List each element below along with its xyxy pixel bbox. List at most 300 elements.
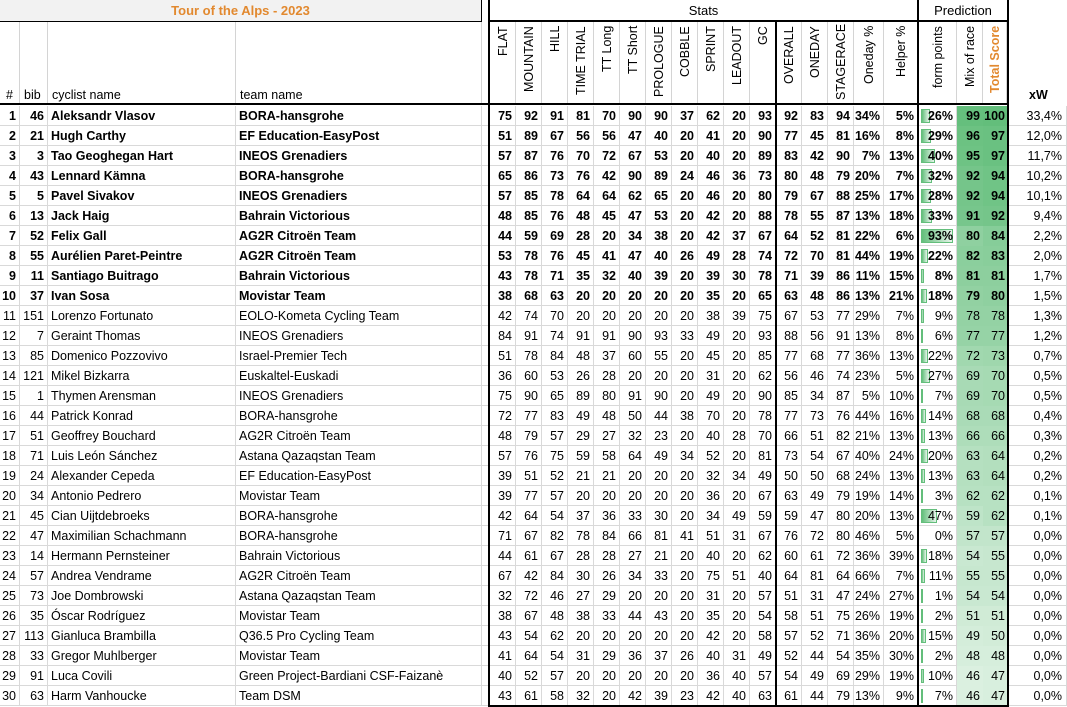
header-xw-cell[interactable]: [1009, 22, 1067, 104]
summary-cell: 91: [828, 326, 854, 346]
xw-cell: 0,1%: [1009, 486, 1067, 506]
form-points-value: 6%: [934, 329, 953, 343]
stat-cell: 41: [490, 646, 516, 666]
rank-cell: 7: [0, 226, 20, 246]
summary-cell: 19%: [884, 246, 918, 266]
table-row[interactable]: [0, 406, 1067, 426]
form-points-cell: [919, 266, 957, 286]
summary-cell: 18%: [884, 206, 918, 226]
cyclist-name-cell: Hermann Pernsteiner: [48, 546, 236, 566]
header-team-name-cell[interactable]: [236, 22, 482, 104]
header-summary-0-cell[interactable]: [777, 22, 802, 104]
mix-of-race-cell: 99: [957, 106, 983, 126]
stat-cell: 29: [594, 586, 620, 606]
cyclist-name-cell: Lorenzo Fortunato: [48, 306, 236, 326]
header-stat-5-cell[interactable]: [620, 22, 646, 104]
stat-cell: 62: [750, 366, 776, 386]
table-row[interactable]: [0, 126, 1067, 146]
stat-cell: 20: [672, 506, 698, 526]
summary-cell: 31: [802, 586, 828, 606]
summary-cell: 75: [828, 606, 854, 626]
header-prediction-1-cell[interactable]: [957, 22, 983, 104]
header-summary-3-cell[interactable]: [854, 22, 884, 104]
summary-cell: 11%: [854, 266, 884, 286]
bib-cell: 71: [20, 446, 48, 466]
table-row[interactable]: [0, 686, 1067, 706]
summary-cell: 72: [777, 246, 802, 266]
cyclist-name-cell: Gregor Muhlberger: [48, 646, 236, 666]
stat-cell: 91: [620, 386, 646, 406]
summary-cell: 49: [802, 486, 828, 506]
stat-cell: 20: [672, 566, 698, 586]
total-score-cell: 80: [983, 286, 1007, 306]
header-stat-3-cell[interactable]: [568, 22, 594, 104]
rank-cell: 13: [0, 346, 20, 366]
stat-cell: 48: [568, 206, 594, 226]
stat-cell: 36: [594, 506, 620, 526]
stat-cell: 32: [620, 426, 646, 446]
stat-cell: 38: [568, 606, 594, 626]
bib-cell: 5: [20, 186, 48, 206]
stat-cell: 35: [568, 266, 594, 286]
team-name-cell: Movistar Team: [236, 286, 482, 306]
stat-cell: 51: [724, 566, 750, 586]
stat-cell: 31: [724, 646, 750, 666]
header-summary-4-cell[interactable]: [884, 22, 918, 104]
table-row[interactable]: [0, 586, 1067, 606]
stat-cell: 63: [750, 686, 776, 706]
summary-cell: 51: [777, 586, 802, 606]
summary-cell: 5%: [884, 526, 918, 546]
table-row[interactable]: [0, 626, 1067, 646]
stat-cell: 20: [724, 386, 750, 406]
table-row[interactable]: [0, 326, 1067, 346]
stat-cell: 49: [698, 386, 724, 406]
summary-cell: 36%: [854, 626, 884, 646]
table-row[interactable]: [0, 646, 1067, 666]
summary-cell: 71: [828, 626, 854, 646]
table-row[interactable]: [0, 346, 1067, 366]
total-score-cell: 77: [983, 326, 1007, 346]
form-points-bar: [921, 669, 924, 683]
stat-cell: 66: [620, 526, 646, 546]
header-stat-0-cell[interactable]: [490, 22, 516, 104]
stat-cell: 20: [568, 666, 594, 686]
stat-cell: 71: [542, 266, 568, 286]
stat-cell: 20: [620, 366, 646, 386]
form-points-value: 47%: [927, 509, 953, 523]
stat-cell: 52: [542, 466, 568, 486]
summary-cell: 77: [777, 126, 802, 146]
stat-cell: 57: [750, 666, 776, 686]
stat-cell: 20: [724, 106, 750, 126]
cyclist-name-cell: Maximilian Schachmann: [48, 526, 236, 546]
stat-cell: 42: [516, 566, 542, 586]
stat-cell: 84: [542, 566, 568, 586]
stat-cell: 30: [646, 506, 672, 526]
form-points-cell: [919, 126, 957, 146]
total-score-cell: 73: [983, 346, 1007, 366]
stat-cell: 76: [542, 246, 568, 266]
xw-cell: 9,4%: [1009, 206, 1067, 226]
stat-cell: 85: [750, 346, 776, 366]
xw-cell: 1,5%: [1009, 286, 1067, 306]
summary-cell: 80: [828, 526, 854, 546]
summary-cell: 77: [777, 346, 802, 366]
summary-cell: 8%: [884, 326, 918, 346]
stat-cell: 90: [646, 106, 672, 126]
stat-cell: 57: [542, 666, 568, 686]
stat-cell: 33: [620, 506, 646, 526]
stat-cell: 20: [672, 146, 698, 166]
total-score-cell: 57: [983, 526, 1007, 546]
stat-cell: 44: [490, 546, 516, 566]
stat-cell: 20: [620, 466, 646, 486]
mix-of-race-cell: 72: [957, 346, 983, 366]
rank-cell: 6: [0, 206, 20, 226]
form-points-bar: [921, 389, 923, 403]
stat-cell: 41: [698, 126, 724, 146]
stat-cell: 20: [724, 626, 750, 646]
stat-cell: 28: [568, 546, 594, 566]
xw-cell: 1,7%: [1009, 266, 1067, 286]
summary-cell: 29%: [854, 306, 884, 326]
header-stat-6: PROLOGUE: [651, 26, 666, 97]
table-row[interactable]: [0, 506, 1067, 526]
stat-cell: 67: [516, 606, 542, 626]
stat-cell: 31: [724, 526, 750, 546]
header-cyclist-name-cell[interactable]: [48, 22, 236, 104]
form-points-cell: [919, 446, 957, 466]
summary-cell: 79: [828, 486, 854, 506]
form-points-bar: [921, 289, 927, 303]
summary-cell: 7%: [884, 566, 918, 586]
stat-cell: 52: [516, 666, 542, 686]
header-stat-10: GC: [755, 26, 770, 45]
total-score-cell: 54: [983, 586, 1007, 606]
mix-of-race-cell: 59: [957, 506, 983, 526]
summary-cell: 88: [777, 326, 802, 346]
summary-cell: 50: [777, 466, 802, 486]
header-prediction-2-cell[interactable]: [983, 22, 1007, 104]
stat-cell: 64: [568, 186, 594, 206]
stat-cell: 51: [698, 526, 724, 546]
form-points-bar: [921, 629, 926, 643]
stat-cell: 36: [490, 366, 516, 386]
rank-cell: 27: [0, 626, 20, 646]
header-bib-cell[interactable]: [20, 22, 48, 104]
bib-cell: 63: [20, 686, 48, 706]
stat-cell: 20: [646, 286, 672, 306]
table-row[interactable]: [0, 446, 1067, 466]
stat-cell: 91: [594, 326, 620, 346]
header-rank-cell[interactable]: [0, 22, 20, 104]
stat-cell: 45: [568, 246, 594, 266]
form-points-value: 18%: [927, 289, 953, 303]
summary-cell: 54: [802, 446, 828, 466]
stat-cell: 20: [672, 366, 698, 386]
stat-cell: 33: [646, 566, 672, 586]
table-row[interactable]: [0, 546, 1067, 566]
stat-cell: 39: [646, 686, 672, 706]
stat-cell: 54: [542, 646, 568, 666]
mix-of-race-cell: 68: [957, 406, 983, 426]
stat-cell: 47: [620, 126, 646, 146]
summary-cell: 86: [828, 286, 854, 306]
form-points-value: 10%: [927, 669, 953, 683]
table-row[interactable]: [0, 226, 1067, 246]
header-stat-9-cell[interactable]: [724, 22, 750, 104]
stat-cell: 20: [646, 306, 672, 326]
stat-cell: 28: [594, 546, 620, 566]
summary-cell: 63: [777, 486, 802, 506]
bib-cell: 91: [20, 666, 48, 686]
form-points-cell: [919, 106, 957, 126]
stat-cell: 90: [646, 386, 672, 406]
xw-cell: 0,0%: [1009, 666, 1067, 686]
stat-cell: 38: [490, 286, 516, 306]
stat-cell: 20: [568, 286, 594, 306]
summary-cell: 21%: [854, 426, 884, 446]
stat-cell: 20: [568, 306, 594, 326]
bib-cell: 55: [20, 246, 48, 266]
form-points-value: 27%: [927, 369, 953, 383]
stat-cell: 67: [490, 566, 516, 586]
header-summary-2-cell[interactable]: [828, 22, 854, 104]
form-points-value: 8%: [934, 269, 953, 283]
stat-cell: 20: [724, 326, 750, 346]
rank-cell: 15: [0, 386, 20, 406]
form-points-value: 0%: [934, 529, 953, 543]
cyclist-name-cell: Ivan Sosa: [48, 286, 236, 306]
stat-cell: 62: [620, 186, 646, 206]
stat-cell: 30: [724, 266, 750, 286]
summary-cell: 14%: [884, 486, 918, 506]
header-prediction-2: Total Score: [987, 26, 1002, 94]
header-stat-1-cell[interactable]: [516, 22, 542, 104]
summary-cell: 71: [777, 266, 802, 286]
summary-cell: 72: [802, 526, 828, 546]
header-stat-0: FLAT: [495, 26, 510, 56]
table-row[interactable]: [0, 286, 1067, 306]
stat-cell: 81: [750, 446, 776, 466]
summary-cell: 79: [777, 186, 802, 206]
team-name-cell: Movistar Team: [236, 606, 482, 626]
stat-cell: 28: [568, 226, 594, 246]
summary-cell: 13%: [884, 146, 918, 166]
stat-cell: 90: [620, 106, 646, 126]
stat-cell: 78: [516, 346, 542, 366]
table-row[interactable]: [0, 166, 1067, 186]
stat-cell: 34: [672, 446, 698, 466]
summary-cell: 23%: [854, 366, 884, 386]
stat-cell: 20: [672, 386, 698, 406]
stat-cell: 70: [698, 406, 724, 426]
cyclist-name-cell: Luis León Sánchez: [48, 446, 236, 466]
table-row[interactable]: [0, 666, 1067, 686]
header-stat-2-cell[interactable]: [542, 22, 568, 104]
summary-cell: 8%: [884, 126, 918, 146]
mix-of-race-cell: 69: [957, 366, 983, 386]
stat-cell: 75: [490, 106, 516, 126]
table-row[interactable]: [0, 246, 1067, 266]
bib-cell: 37: [20, 286, 48, 306]
table-row[interactable]: [0, 466, 1067, 486]
stat-cell: 44: [646, 406, 672, 426]
table-row[interactable]: [0, 486, 1067, 506]
stat-cell: 53: [646, 206, 672, 226]
xw-cell: 0,0%: [1009, 686, 1067, 706]
stat-cell: 40: [620, 266, 646, 286]
bib-cell: 35: [20, 606, 48, 626]
rank-cell: 11: [0, 306, 20, 326]
form-points-bar: [921, 409, 926, 423]
stat-cell: 76: [542, 206, 568, 226]
stat-cell: 57: [542, 486, 568, 506]
stat-cell: 20: [724, 546, 750, 566]
table-row[interactable]: [0, 526, 1067, 546]
summary-cell: 44: [802, 646, 828, 666]
form-points-value: 2%: [934, 609, 953, 623]
header-stat-8-cell[interactable]: [698, 22, 724, 104]
stat-cell: 81: [646, 526, 672, 546]
stat-cell: 20: [568, 626, 594, 646]
bib-cell: 45: [20, 506, 48, 526]
stat-cell: 37: [594, 346, 620, 366]
summary-cell: 59: [777, 506, 802, 526]
table-row[interactable]: [0, 366, 1067, 386]
stat-cell: 37: [568, 506, 594, 526]
stat-cell: 76: [542, 146, 568, 166]
stat-cell: 61: [516, 546, 542, 566]
stat-cell: 78: [568, 526, 594, 546]
stat-cell: 85: [516, 206, 542, 226]
stat-cell: 62: [698, 106, 724, 126]
cyclist-name-cell: Hugh Carthy: [48, 126, 236, 146]
summary-cell: 29%: [854, 666, 884, 686]
total-score-cell: 50: [983, 626, 1007, 646]
total-score-cell: 100: [983, 106, 1007, 126]
mix-of-race-cell: 57: [957, 526, 983, 546]
stat-cell: 89: [750, 146, 776, 166]
bib-cell: 151: [20, 306, 48, 326]
header-stat-4-cell[interactable]: [594, 22, 620, 104]
team-name-cell: BORA-hansgrohe: [236, 106, 482, 126]
stat-cell: 57: [490, 186, 516, 206]
team-name-cell: EOLO-Kometa Cycling Team: [236, 306, 482, 326]
form-points-value: 7%: [934, 689, 953, 703]
summary-cell: 86: [828, 266, 854, 286]
stat-cell: 53: [490, 246, 516, 266]
rank-cell: 2: [0, 126, 20, 146]
header-stat-6-cell[interactable]: [646, 22, 672, 104]
stat-cell: 60: [516, 366, 542, 386]
rank-cell: 26: [0, 606, 20, 626]
form-points-cell: [919, 146, 957, 166]
table-row[interactable]: [0, 106, 1067, 126]
team-name-cell: Israel-Premier Tech: [236, 346, 482, 366]
table-row[interactable]: [0, 266, 1067, 286]
cyclist-name-cell: Alexander Cepeda: [48, 466, 236, 486]
summary-cell: 64: [777, 226, 802, 246]
stat-cell: 64: [620, 446, 646, 466]
stat-cell: 20: [620, 486, 646, 506]
table-row[interactable]: [0, 606, 1067, 626]
rank-cell: 19: [0, 466, 20, 486]
mix-of-race-cell: 63: [957, 446, 983, 466]
stat-cell: 23: [646, 426, 672, 446]
summary-cell: 5%: [854, 386, 884, 406]
bib-cell: 113: [20, 626, 48, 646]
sheet-title: Tour of the Alps - 2023: [0, 0, 482, 22]
summary-cell: 36%: [854, 546, 884, 566]
stat-cell: 49: [750, 646, 776, 666]
total-score-cell: 84: [983, 226, 1007, 246]
prediction-left-border: [917, 0, 919, 707]
header-stat-7-cell[interactable]: [672, 22, 698, 104]
form-points-cell: [919, 686, 957, 706]
form-points-cell: [919, 366, 957, 386]
table-row[interactable]: [0, 566, 1067, 586]
stat-cell: 61: [516, 686, 542, 706]
cyclist-name-cell: Antonio Pedrero: [48, 486, 236, 506]
xw-cell: 0,5%: [1009, 366, 1067, 386]
xw-cell: 0,0%: [1009, 566, 1067, 586]
team-name-cell: BORA-hansgrohe: [236, 526, 482, 546]
stat-cell: 49: [698, 246, 724, 266]
table-row[interactable]: [0, 426, 1067, 446]
table-row[interactable]: [0, 206, 1067, 226]
form-points-value: 22%: [927, 349, 953, 363]
stat-cell: 38: [490, 606, 516, 626]
table-row[interactable]: [0, 306, 1067, 326]
form-points-cell: [919, 386, 957, 406]
summary-cell: 77: [828, 306, 854, 326]
stat-cell: 93: [646, 326, 672, 346]
stat-cell: 62: [750, 546, 776, 566]
stat-cell: 20: [646, 626, 672, 646]
summary-cell: 24%: [854, 586, 884, 606]
summary-cell: 34%: [854, 106, 884, 126]
table-row[interactable]: [0, 386, 1067, 406]
stat-cell: 20: [568, 486, 594, 506]
stat-cell: 20: [724, 126, 750, 146]
summary-cell: 19%: [884, 606, 918, 626]
cyclist-name-cell: Geoffrey Bouchard: [48, 426, 236, 446]
summary-cell: 13%: [884, 506, 918, 526]
stat-cell: 20: [646, 486, 672, 506]
cyclist-name-cell: Geraint Thomas: [48, 326, 236, 346]
stat-cell: 39: [724, 306, 750, 326]
header-stat-10-cell[interactable]: [750, 22, 776, 104]
stat-cell: 28: [594, 366, 620, 386]
stat-cell: 64: [594, 186, 620, 206]
stat-cell: 49: [698, 326, 724, 346]
summary-cell: 48: [802, 286, 828, 306]
stat-cell: 77: [516, 486, 542, 506]
table-row[interactable]: [0, 186, 1067, 206]
table-row[interactable]: [0, 146, 1067, 166]
form-points-cell: [919, 346, 957, 366]
header-summary-1-cell[interactable]: [802, 22, 828, 104]
stat-cell: 46: [698, 166, 724, 186]
bib-cell: 47: [20, 526, 48, 546]
form-points-value: 20%: [927, 449, 953, 463]
header-prediction-0-cell[interactable]: [919, 22, 957, 104]
team-name-cell: Green Project-Bardiani CSF-Faizanè: [236, 666, 482, 686]
stat-cell: 24: [672, 166, 698, 186]
stat-cell: 81: [568, 106, 594, 126]
